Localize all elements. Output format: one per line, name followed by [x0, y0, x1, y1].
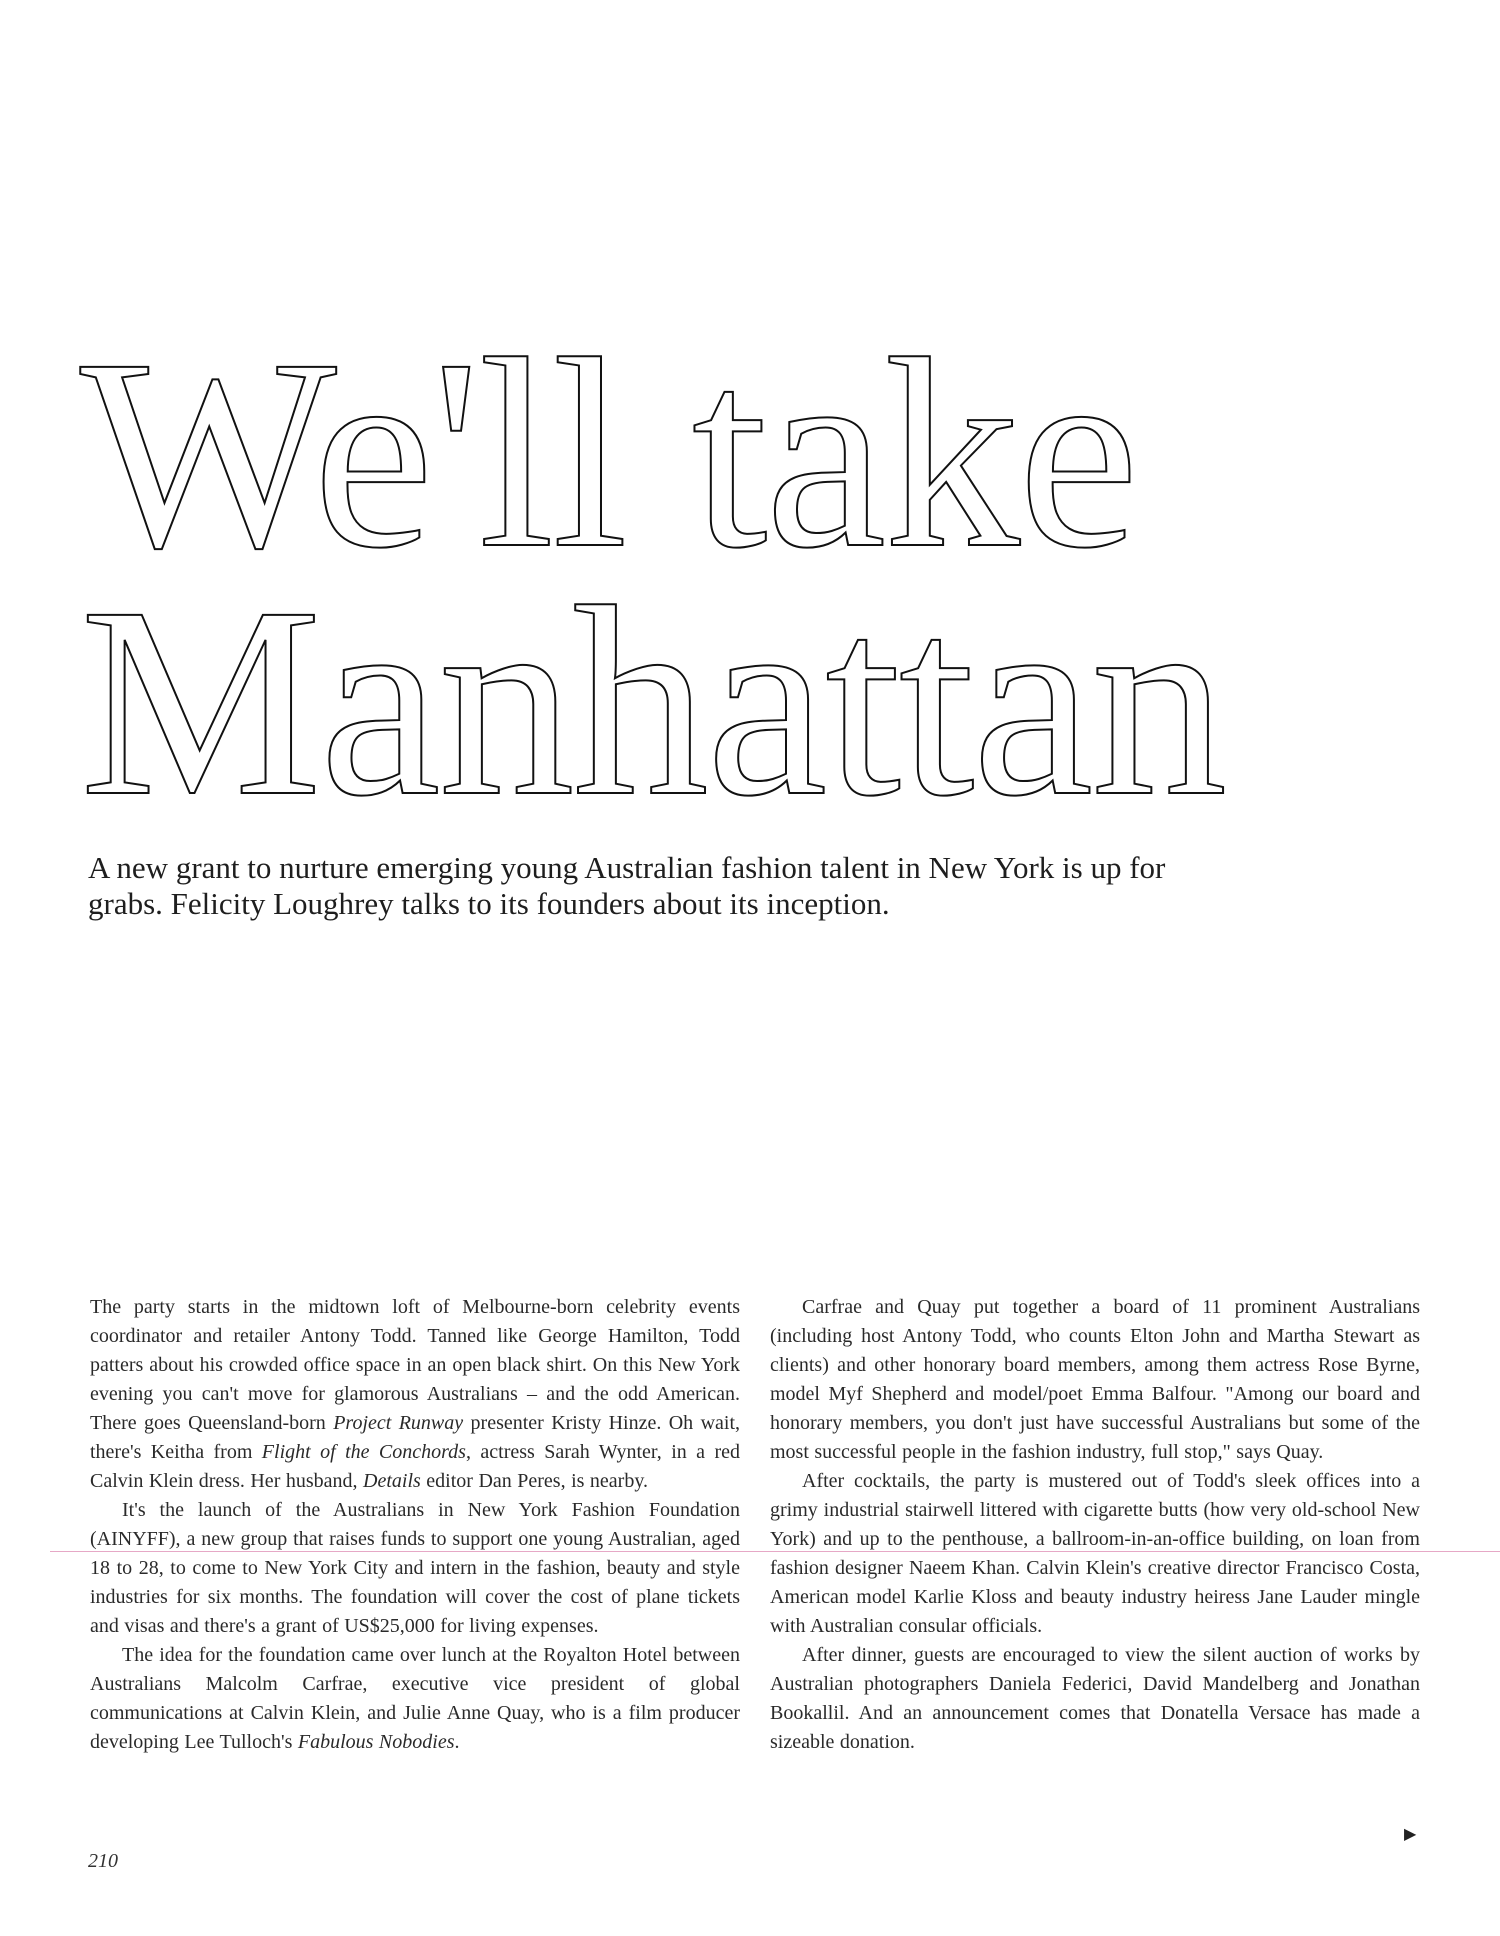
- text-run: The party starts in the midtown loft of Melbourne-born celebrity events coordinator and retailer Antony Todd. Tanned like George Hamilton, Todd patters about his crowded office space in an open black shirt. On this New York evening you can't move for glamorous Australians – and the odd American. There goes Queensland-born: [90, 1296, 740, 1434]
- book-title: Fabulous Nobodies: [297, 1731, 455, 1753]
- page-number: 210: [88, 1850, 118, 1872]
- paragraph: After cocktails, the party is mustered out of Todd's sleek offices into a grimy industrial stairwell littered with cigarette butts (how very old-school New York) and up to the penthouse, a ballroom-in-an-office building, on loan from fashion designer Naeem Khan. Calvin Klein's creative director Francisco Costa, American model Karlie Kloss and beauty industry heiress Jane Lauder mingle with Australian consular officials.: [770, 1470, 1420, 1637]
- show-title: Project Runway: [333, 1412, 464, 1434]
- text-run: , actress Sarah Wynter, in a red Calvin Klein dress. Her husband,: [90, 1441, 740, 1492]
- paragraph: After dinner, guests are encouraged to view the silent auction of works by Australian photographers Daniela Federici, David Mandelberg and Jonathan Bookallil. And an announcement comes that Donatella Versace has made a sizeable donation.: [770, 1644, 1420, 1753]
- show-title: Flight of the Conchords: [261, 1441, 466, 1463]
- headline-line-1: We'll take: [80, 303, 1137, 604]
- headline: [80, 303, 1226, 852]
- paragraph: [90, 1293, 740, 1496]
- text-run: .: [454, 1731, 460, 1753]
- magazine-title: Details: [363, 1470, 421, 1492]
- body-column-right: [770, 1293, 1420, 1757]
- continue-arrow-icon: ▶: [1404, 1824, 1417, 1843]
- standfirst: A new grant to nurture emerging young Australian fashion talent in New York is up for grabs. Felicity Loughrey talks to its founders about its inception.: [88, 850, 1166, 921]
- paragraph: It's the launch of the Australians in New York Fashion Foundation (AINYFF), a new group that raises funds to support one young Australian, aged 18 to 28, to come to New York City and intern in the fashion, beauty and style industries for six months. The foundation will cover the cost of plane tickets and visas and there's a grant of US$25,000 for living expenses.: [90, 1499, 740, 1637]
- paragraph: Carfrae and Quay put together a board of 11 prominent Australians (including host Antony Todd, who counts Elton John and Martha Stewart as clients) and other honorary board members, among them actress Rose Byrne, model Myf Shepherd and model/poet Emma Balfour. "Among our board and honorary members, you don't just have successful Australians but some of the most successful people in the fashion industry, full stop," says Quay.: [770, 1296, 1420, 1463]
- body-column-left: [90, 1293, 740, 1757]
- paragraph: [90, 1641, 740, 1757]
- headline-line-2: Manhattan: [80, 551, 1226, 852]
- text-run: presenter Kristy Hinze. Oh wait, there's Keitha from: [90, 1412, 740, 1463]
- text-run: editor Dan Peres, is nearby.: [420, 1470, 649, 1492]
- text-run: The idea for the foundation came over lunch at the Royalton Hotel between Australians Malcolm Carfrae, executive vice president of global communications at Calvin Klein, and Julie Anne Quay, who is a film producer developing Lee Tulloch's: [90, 1644, 740, 1753]
